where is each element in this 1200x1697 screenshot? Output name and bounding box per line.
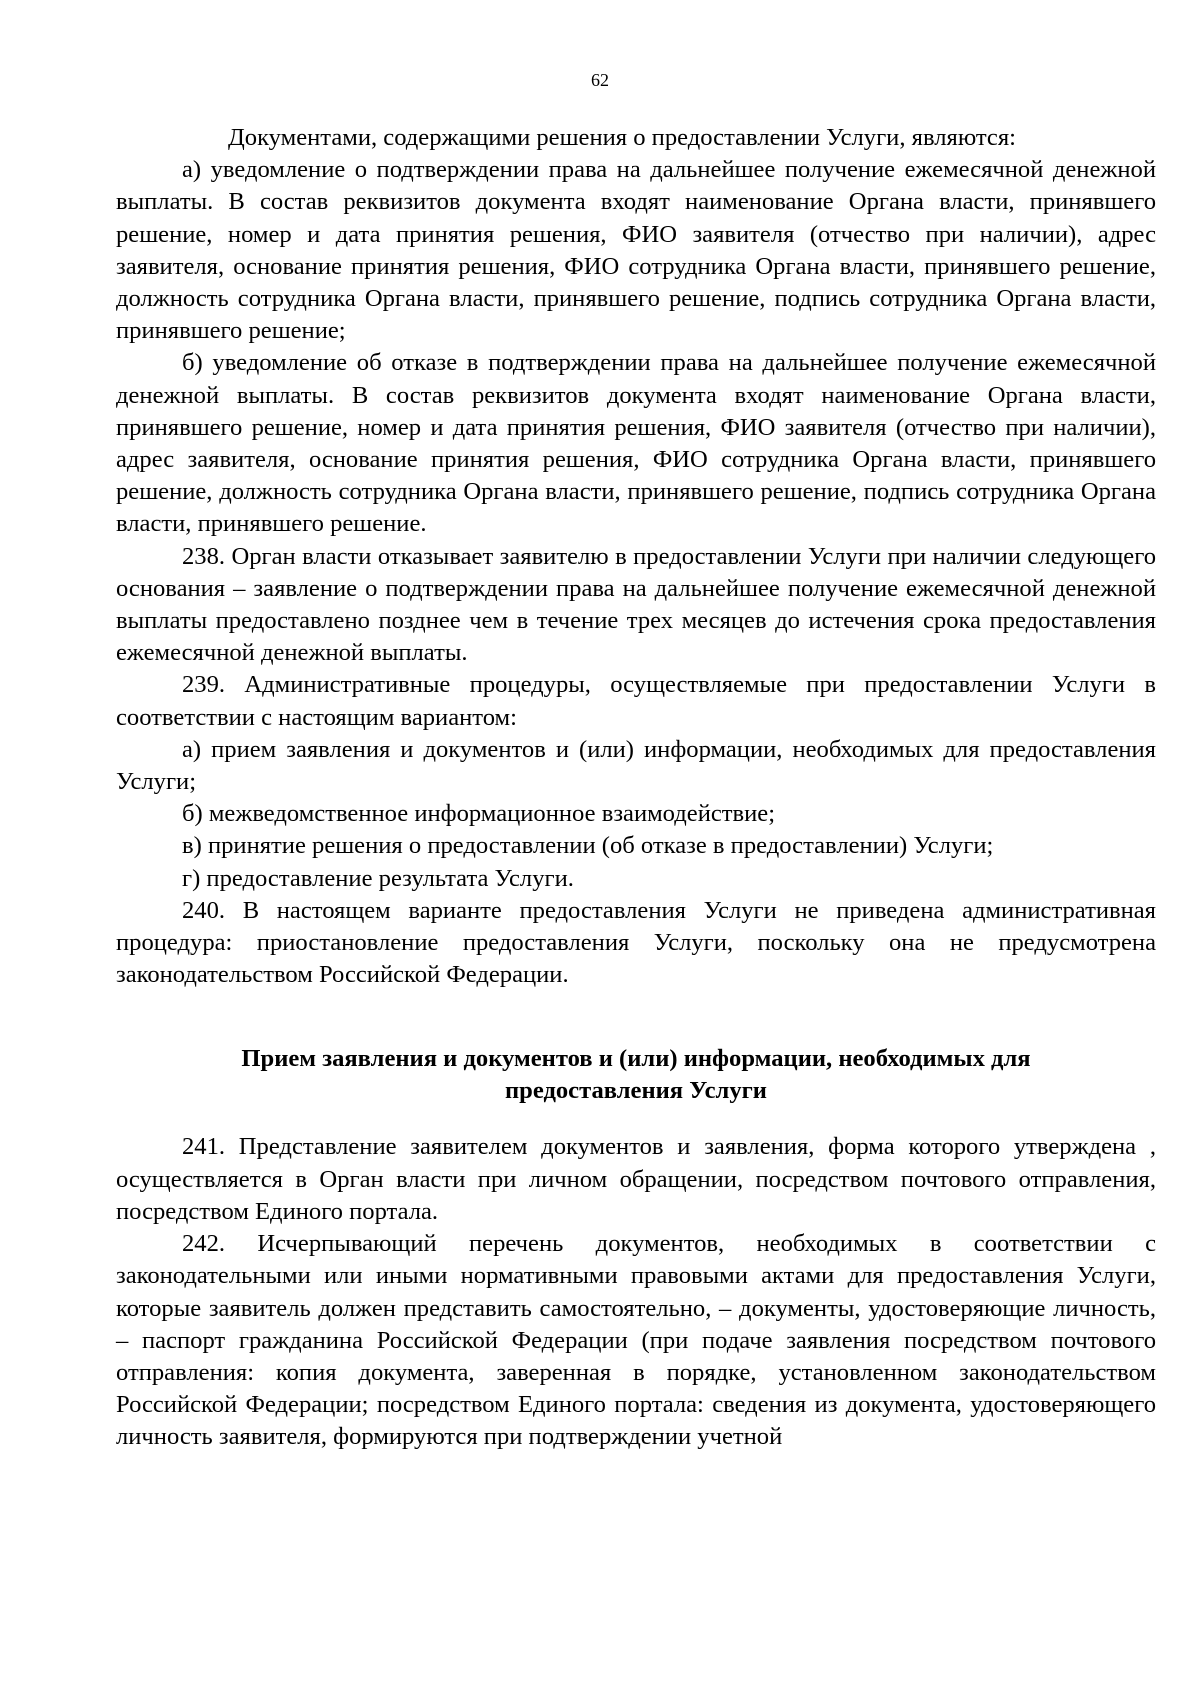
section-heading [116, 1043, 1156, 1107]
document-body [116, 122, 1156, 1454]
paragraph-results-intro: Документами, содержащими решения о предоставлении Услуги, являются: [228, 124, 1016, 151]
paragraph-239-item-g: г) предоставление результата Услуги. [182, 864, 574, 892]
paragraph-item-a-confirmation: а) уведомление о подтверждении права на дальнейшее получение ежемесячной денежной выплаты. В состав реквизитов документа входят наименование Органа власти, принявшего решение, номер и дата принятия решения, ФИО заявителя (отчество при наличии), адрес заявителя, основание принятия решения, ФИО сотрудника Органа власти, принявшего решение, должность сотрудника Органа власти, принявшего решение, подпись сотрудника Органа власти, принявшего решение; [116, 156, 1156, 345]
paragraph-item-b-refusal: б) уведомление об отказе в подтверждении права на дальнейшее получение ежемесячной денежной выплаты. В состав реквизитов документа входят наименование Органа власти, принявшего решение, номер и дата принятия решения, ФИО заявителя (отчество при наличии), адрес заявителя, основание принятия решения, ФИО сотрудника Органа власти, принявшего решение, должность сотрудника Органа власти, принявшего решение, подпись сотрудника Органа власти, принявшего решение. [116, 349, 1156, 538]
paragraph-239-item-v: в) принятие решения о предоставлении (об отказе в предоставлении) Услуги; [182, 832, 994, 860]
section-heading-line2: предоставления Услуги [505, 1077, 767, 1105]
paragraph-242: 242. Исчерпывающий перечень документов, необходимых в соответствии с законодательными или иными нормативными правовыми актами для предоставления Услуги, которые заявитель должен представить самостоятельно, – документы, удостоверяющие личность, – паспорт гражданина Российской Федерации (при подаче заявления посредством почтового отправления: копия документа, заверенная в порядке, установленном законодательством Российской Федерации; посредством Единого портала: сведения из документа, удостоверяющего личность заявителя, формируются при подтверждении учетной [116, 1230, 1156, 1451]
section-heading-line1: Прием заявления и документов и (или) информации, необходимых для [241, 1045, 1031, 1073]
paragraph-241: 241. Представление заявителем документов и заявления, форма которого утверждена , осуществляется в Орган власти при личном обращении, посредством почтового отправления, посредством Единого портала. [116, 1133, 1156, 1225]
paragraph-239-item-b: б) межведомственное информационное взаимодействие; [182, 800, 776, 828]
page-number: 62 [591, 70, 609, 90]
paragraph-239: 239. Административные процедуры, осуществляемые при предоставлении Услуги в соответствии с настоящим вариантом: [116, 671, 1156, 731]
paragraph-239-item-a: а) прием заявления и документов и (или) информации, необходимых для предоставления Услуги; [116, 735, 1156, 796]
paragraph-240: 240. В настоящем варианте предоставления Услуги не приведена административная процедура: приостановление предоставления Услуги, поскольку она не предусмотрена законодательством Российской Федерации. [116, 896, 1156, 989]
paragraph-238: 238. Орган власти отказывает заявителю в предоставлении Услуги при наличии следующего основания – заявление о подтверждении права на дальнейшее получение ежемесячной денежной выплаты предоставлено позднее чем в течение трех месяцев до истечения срока предоставления ежемесячной денежной выплаты. [116, 542, 1156, 667]
